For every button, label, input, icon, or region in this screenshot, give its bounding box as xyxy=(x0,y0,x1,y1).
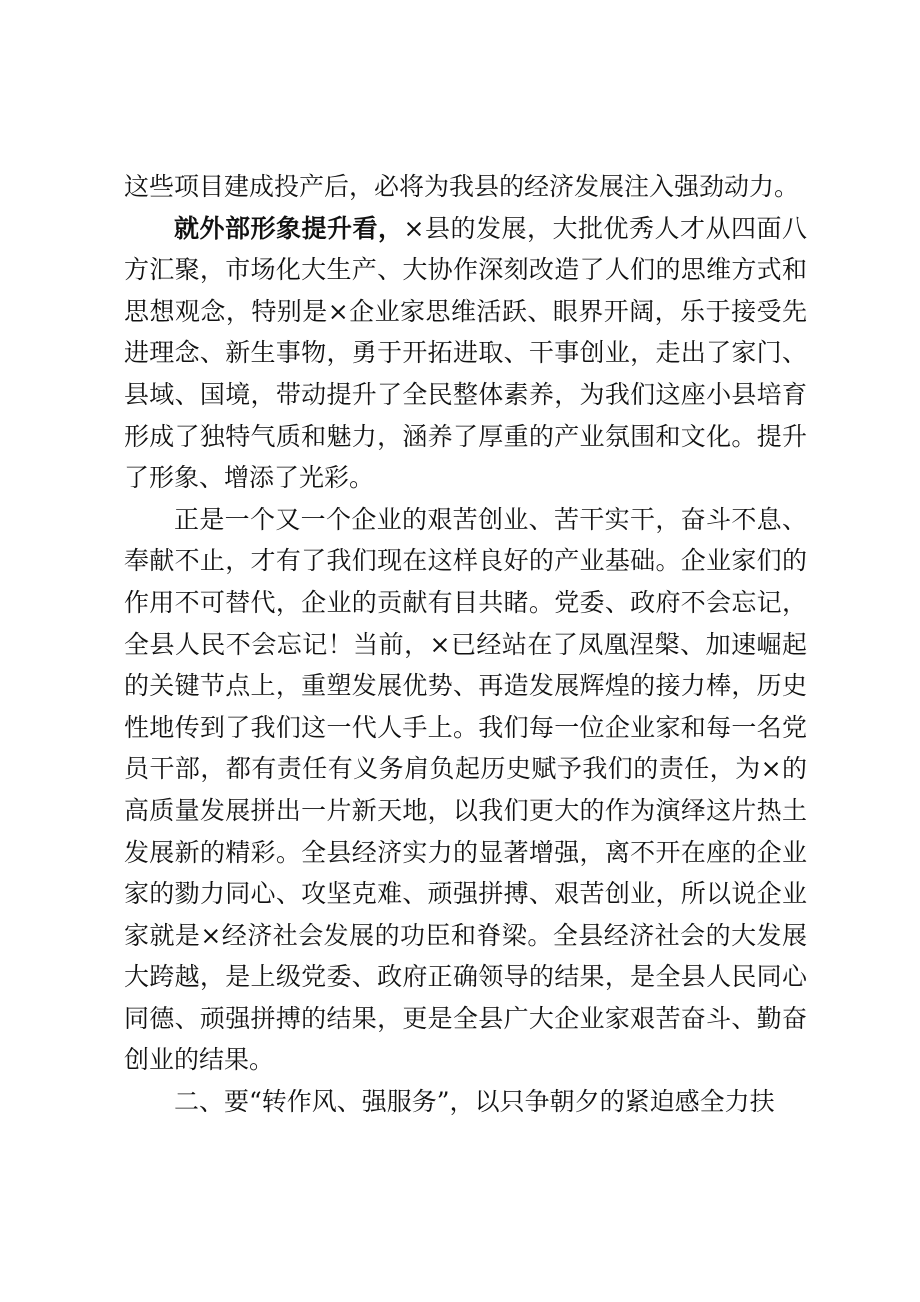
paragraph-4-text: 二、要“转作风、强服务”，以只争朝夕的紧迫感全力扶 xyxy=(174,1087,775,1117)
paragraph-2 xyxy=(124,208,807,499)
paragraph-1-text: 这些项目建成投产后，必将为我县的经济发展注入强劲动力。 xyxy=(124,172,800,201)
paragraph-3 xyxy=(124,499,807,1081)
paragraph-1 xyxy=(124,166,807,208)
paragraph-2-text: ×县的发展，大批优秀人才从四面八方汇聚，市场化大生产、大协作深刻改造了人们的思维方式和思想观念，特别是×企业家思维活跃、眼界开阔，乐于接受先进理念、新生事物，勇于开拓进取、干事创业，走出了家门、县域、国境，带动提升了全民整体素养，为我们这座小县培育形成了独特气质和魅力，涵养了厚重的产业氛围和文化。提升了形象、增添了光彩。 xyxy=(124,213,807,493)
document-body xyxy=(124,166,807,1123)
paragraph-3-text: 正是一个又一个企业的艰苦创业、苦干实干，奋斗不息、奉献不止，才有了我们现在这样良好的产业基础。企业家们的作用不可替代，企业的贡献有目共睹。党委、政府不会忘记，全县人民不会忘记！当前，×已经站在了凤凰涅槃、加速崛起的关键节点上，重塑发展优势、再造发展辉煌的接力棒，历史性地传到了我们这一代人手上。我们每一位企业家和每一名党员干部，都有责任有义务肩负起历史赋予我们的责任，为×的高质量发展拼出一片新天地，以我们更大的作为演绎这片热土发展新的精彩。全县经济实力的显著增强，离不开在座的企业家的勠力同心、攻坚克难、顽强拼搏、艰苦创业，所以说企业家就是×经济社会发展的功臣和脊梁。全县经济社会的大发展大跨越，是上级党委、政府正确领导的结果，是全县人民同心同德、顽强拼搏的结果，更是全县广大企业家艰苦奋斗、勤奋创业的结果。 xyxy=(124,504,807,1075)
paragraph-2-lead: 就外部形象提升看， xyxy=(174,213,404,243)
paragraph-4 xyxy=(124,1081,807,1123)
